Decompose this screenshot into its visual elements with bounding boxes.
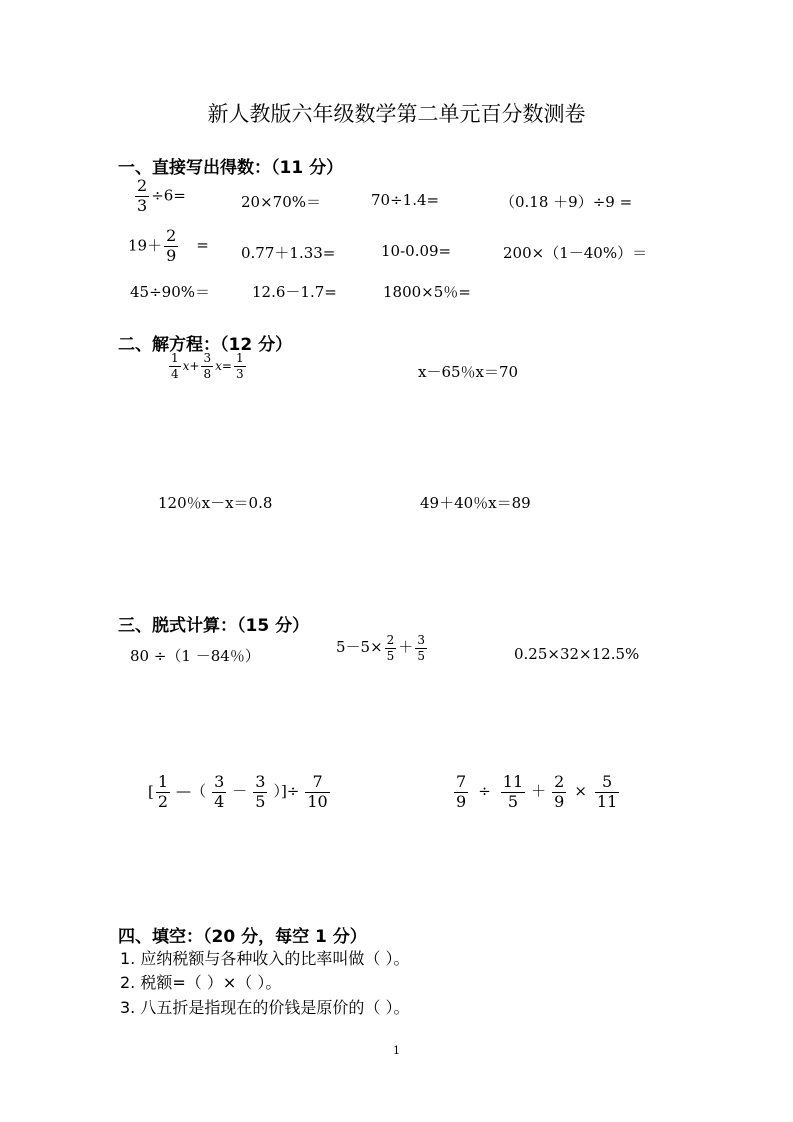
denominator: 11: [596, 791, 618, 811]
denominator: 9: [456, 791, 467, 811]
fraction: [253, 774, 267, 811]
problem-1k: 1800×5％=: [383, 283, 471, 301]
equation-2b: x－65％x＝70: [418, 363, 519, 381]
expr-text: 19＋: [128, 236, 163, 255]
numerator: 11: [502, 772, 524, 791]
operator: ＋: [398, 638, 414, 657]
numerator: 1: [171, 351, 179, 365]
numerator: 2: [386, 633, 395, 647]
operator: +: [189, 359, 200, 374]
calc-3b: [336, 634, 429, 662]
numerator: 2: [166, 226, 177, 245]
fraction: [385, 634, 397, 662]
fill-blank-item-2: 2. 税额=（ ）×（ ）。: [120, 973, 282, 992]
problem-1a: [133, 178, 186, 215]
fraction: [305, 774, 329, 811]
operator: ＋: [531, 782, 547, 801]
problem-1g: 10-0.09=: [381, 242, 452, 260]
denominator: 5: [386, 648, 395, 663]
page-number: 1: [393, 1044, 400, 1057]
denominator: 3: [137, 195, 148, 215]
fraction: [552, 774, 566, 811]
problem-1e: [128, 228, 209, 265]
numerator: 2: [554, 772, 565, 791]
operator: ）]÷: [273, 782, 300, 801]
fraction: [201, 352, 213, 380]
problem-1d: （0.18 ＋9）÷9 =: [500, 193, 633, 211]
fill-blank-item-3: 3. 八五折是指现在的价钱是原价的（ ）。: [120, 998, 410, 1017]
section-heading-2: 二、解方程：（12 分）: [118, 335, 293, 355]
numerator: 5: [595, 774, 619, 793]
problem-1f: 0.77＋1.33=: [241, 244, 336, 262]
fill-blank-item-1: 1. 应纳税额与各种收入的比率叫做（ ）。: [120, 949, 410, 968]
fraction: [156, 774, 170, 811]
variable: x: [215, 359, 222, 374]
problem-1b: 20×70%＝: [241, 193, 321, 211]
numerator: 1: [235, 351, 244, 365]
fraction: [415, 634, 427, 662]
problem-1i: 45÷90%＝: [130, 283, 210, 301]
denominator: 5: [255, 791, 266, 811]
denominator: 4: [171, 366, 179, 381]
numerator: 3: [214, 772, 225, 791]
fraction: [212, 774, 226, 811]
denominator: 3: [235, 366, 244, 381]
bracket: [: [148, 782, 154, 801]
numerator: 3: [255, 772, 266, 791]
page-title: 新人教版六年级数学第二单元百分数测卷: [207, 102, 586, 126]
problem-1c: 70÷1.4=: [371, 191, 440, 209]
calc-3e: [452, 774, 621, 811]
equation-2c: 120％x－x＝0.8: [158, 494, 273, 512]
variable: x: [182, 359, 190, 374]
problem-1h: 200×（1－40%）＝: [503, 244, 648, 262]
problem-1j: 12.6－1.7=: [252, 283, 337, 301]
operator: ×: [574, 782, 587, 801]
calc-3d: [148, 774, 332, 811]
numerator: 3: [417, 633, 425, 647]
section-heading-3: 三、脱式计算：（15 分）: [118, 616, 310, 636]
section-heading-1: 一、直接写出得数：（11 分）: [118, 158, 344, 178]
calc-3a: 80 ÷（1 －84％）: [130, 647, 260, 665]
denominator: 2: [157, 791, 169, 811]
calc-3c: 0.25×32×12.5%: [514, 645, 640, 663]
section-heading-4: 四、填空：（20 分，每空 1 分）: [118, 927, 367, 947]
denominator: 9: [166, 245, 177, 265]
denominator: 5: [507, 791, 519, 811]
operator: =: [221, 359, 232, 374]
fraction: [454, 774, 468, 811]
equation-2a: [167, 352, 248, 380]
numerator: 2: [137, 176, 148, 195]
fraction: [234, 352, 246, 380]
numerator: 3: [203, 351, 212, 365]
fraction: [135, 178, 149, 215]
denominator: 9: [554, 791, 565, 811]
denominator: 10: [307, 791, 328, 811]
numerator: 1: [157, 772, 169, 791]
denominator: 4: [214, 791, 225, 811]
numerator: 7: [456, 772, 467, 791]
fraction: [164, 228, 178, 265]
fraction: [595, 774, 619, 811]
operator: －: [232, 782, 248, 801]
denominator: 5: [417, 648, 425, 663]
fraction: [501, 774, 525, 811]
expr-text: 5－5×: [336, 638, 383, 657]
equation-2d: 49＋40％x＝89: [420, 494, 531, 512]
numerator: 7: [305, 774, 329, 793]
operator: ÷: [478, 782, 491, 801]
expr-text: ÷6=: [151, 186, 186, 205]
denominator: 8: [203, 366, 212, 381]
operator: —（: [176, 782, 207, 801]
expr-text: =: [196, 236, 209, 255]
fraction: [169, 352, 181, 380]
